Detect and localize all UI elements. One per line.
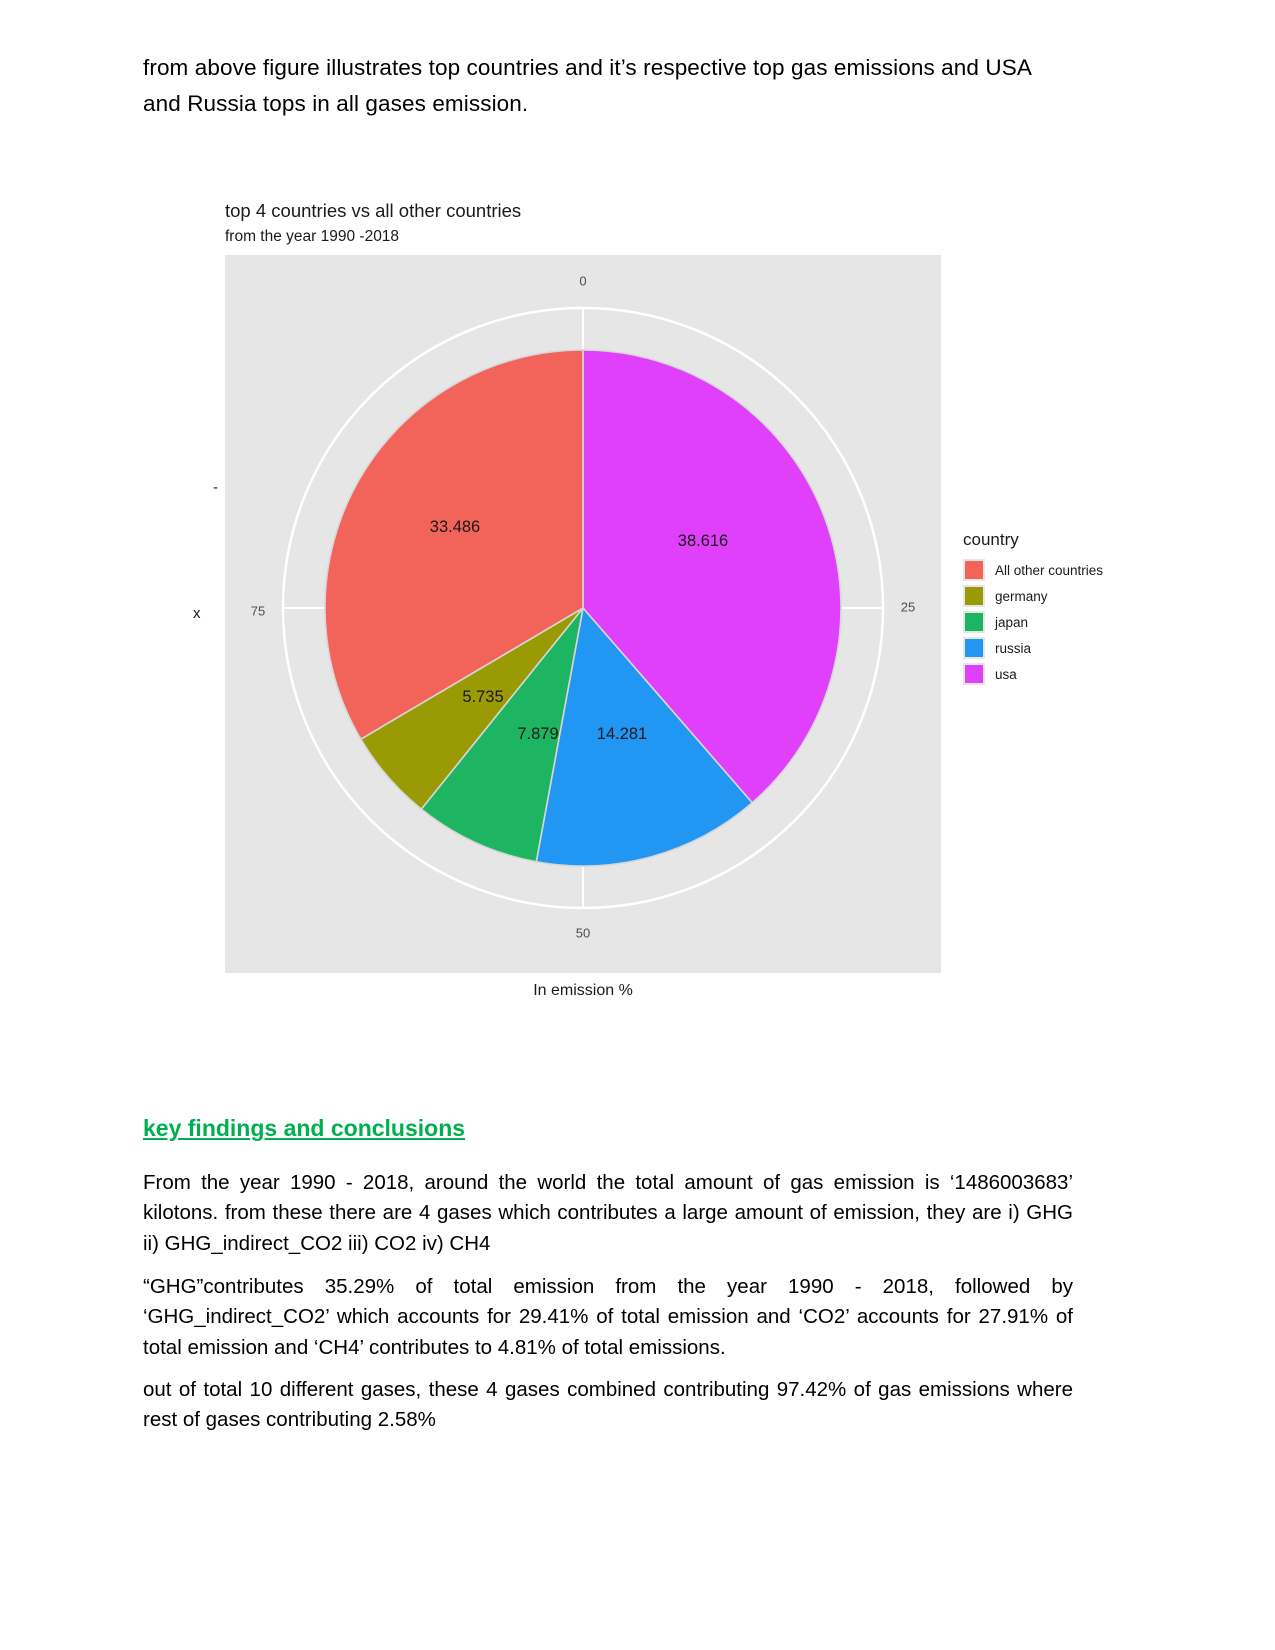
axis-tick-0: 0 <box>579 273 587 289</box>
y-axis-label: x <box>193 605 201 622</box>
legend-row[interactable] <box>963 583 1133 609</box>
chart-legend <box>963 530 1133 687</box>
pie-label-russia: 14.281 <box>596 725 648 743</box>
pie-label-germany: 5.735 <box>462 688 504 706</box>
chart-title: top 4 countries vs all other countries <box>225 200 522 221</box>
legend-row[interactable] <box>963 635 1133 661</box>
findings-paragraph-3: out of total 10 different gases, these 4 gases combined contributing 97.42% of gas emissions where rest of gases contributing 2.58% <box>143 1378 1073 1432</box>
findings-paragraph-1: From the year 1990 - 2018, around the world the total amount of gas emission is ‘1486003683’ kilotons. from these there are 4 gases which contributes a large amount of emission, they are i) GHG ii) GHG_indirect_CO2 iii) CO2 iv) CH4 <box>143 1171 1073 1255</box>
pie-chart-svg <box>225 255 941 973</box>
findings-paragraph-2: “GHG”contributes 35.29% of total emission from the year 1990 - 2018, followed by ‘GHG_indirect_CO2’ which accounts for 29.41% of total emission and ‘CO2’ accounts for 27.91% of total emission and ‘CH4’ contributes to 4.81% of total emissions. <box>143 1275 1073 1359</box>
legend-label: usa <box>995 666 1017 682</box>
pie-label-usa: 38.616 <box>677 532 729 550</box>
pie-chart-figure <box>143 190 1133 1010</box>
pie-label-japan: 7.879 <box>517 725 559 743</box>
x-axis-label: In emission % <box>533 982 633 999</box>
axis-tick-50: 50 <box>575 925 591 941</box>
legend-row[interactable] <box>963 557 1133 583</box>
axis-tick-75: 75 <box>250 603 266 619</box>
legend-row[interactable] <box>963 661 1133 687</box>
axis-tick-25: 25 <box>900 599 916 615</box>
pie-label-all-other-countries: 33.486 <box>429 518 481 536</box>
intro-paragraph: from above figure illustrates top countries and it’s respective top gas emissions and USA and Russia tops in all gases emission. <box>143 55 1031 117</box>
legend-swatch-icon <box>963 663 985 685</box>
legend-title: country <box>963 530 1019 549</box>
pie-slices <box>325 350 841 866</box>
legend-label: japan <box>995 614 1029 630</box>
legend-swatch-icon <box>963 637 985 659</box>
legend-row[interactable] <box>963 609 1133 635</box>
y-axis-tick-mark: - <box>213 479 218 496</box>
legend-label: russia <box>995 640 1032 656</box>
legend-swatch-icon <box>963 611 985 633</box>
chart-subtitle: from the year 1990 -2018 <box>225 228 400 245</box>
legend-swatch-icon <box>963 585 985 607</box>
plot-panel <box>225 255 941 973</box>
legend-label: germany <box>995 588 1048 604</box>
section-heading: key findings and conclusions <box>143 1115 466 1141</box>
legend-swatch-icon <box>963 559 985 581</box>
legend-label: All other countries <box>995 562 1104 578</box>
